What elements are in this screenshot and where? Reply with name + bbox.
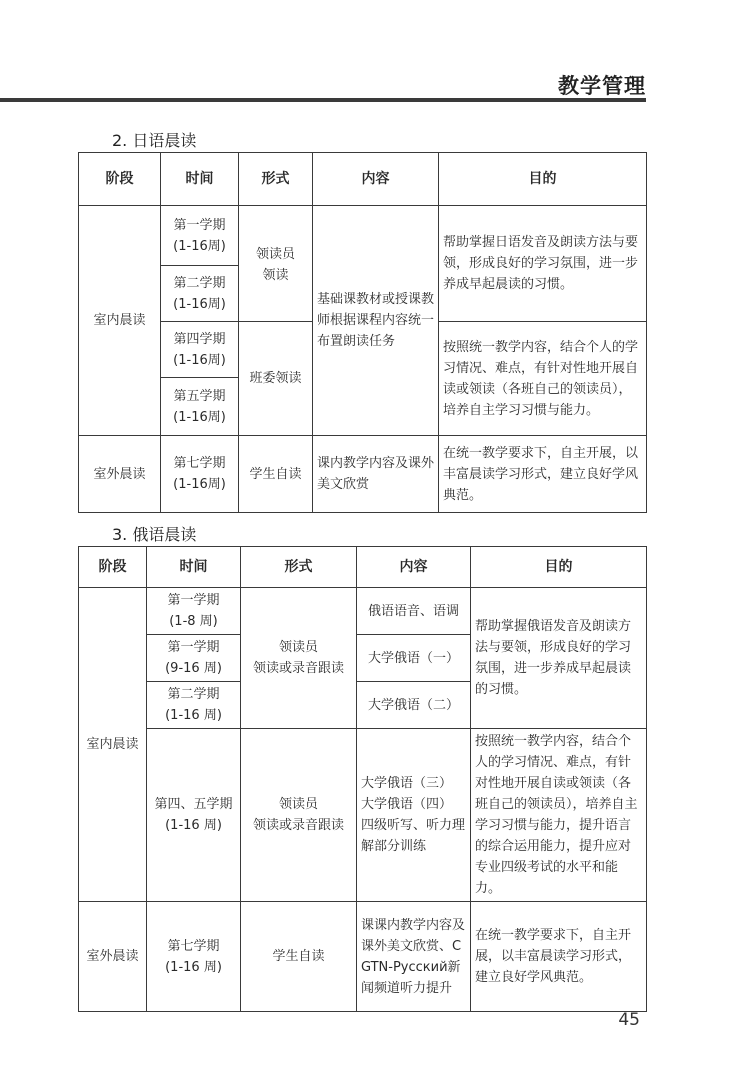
- content-cell: 大学俄语（三） 大学俄语（四） 四级听写、听力理解部分训练: [357, 729, 471, 902]
- content-cell: 大学俄语（一）: [357, 635, 471, 682]
- time-cell: 第七学期 (1-16周): [161, 436, 239, 513]
- purpose-cell: 在统一教学要求下，自主开展，以丰富晨读学习形式，建立良好学风典范。: [439, 436, 647, 513]
- time-cell: 第五学期 (1-16周): [161, 378, 239, 436]
- table-row: [79, 588, 647, 635]
- form-cell: 班委领读: [239, 322, 313, 436]
- form-cell: 学生自读: [239, 436, 313, 513]
- stage-cell: 室外晨读: [79, 902, 147, 1012]
- header-divider: [0, 98, 646, 102]
- purpose-cell: 按照统一教学内容，结合个人的学习情况、难点，有针对性地开展自读或领读（各班自己的领读员），培养自主学习习惯与能力。: [439, 322, 647, 436]
- section-title-russian: 3. 俄语晨读: [112, 525, 197, 544]
- time-cell: 第一学期 (1-8 周): [147, 588, 241, 635]
- table-header-row: [79, 153, 647, 206]
- japanese-morning-reading-table: [78, 152, 647, 513]
- header-purpose: 目的: [439, 153, 647, 206]
- page-number: 45: [618, 1010, 640, 1030]
- form-cell: 学生自读: [241, 902, 357, 1012]
- stage-cell: 室内晨读: [79, 206, 161, 436]
- table-row: [79, 436, 647, 513]
- time-cell: 第二学期 (1-16 周): [147, 682, 241, 729]
- time-cell: 第二学期 (1-16周): [161, 266, 239, 322]
- header-content: 内容: [357, 547, 471, 588]
- table-header-row: [79, 547, 647, 588]
- header-title: 教学管理: [558, 74, 646, 98]
- content-cell: 大学俄语（二）: [357, 682, 471, 729]
- header-stage: 阶段: [79, 153, 161, 206]
- time-cell: 第四、五学期 (1-16 周): [147, 729, 241, 902]
- russian-morning-reading-table: [78, 546, 647, 1012]
- form-cell: 领读员 领读或录音跟读: [241, 588, 357, 729]
- table-row: [79, 206, 647, 266]
- purpose-cell: 帮助掌握俄语发音及朗读方法与要领，形成良好的学习氛围，进一步养成早起晨读的习惯。: [471, 588, 647, 729]
- stage-cell: 室内晨读: [79, 588, 147, 902]
- stage-cell: 室外晨读: [79, 436, 161, 513]
- header-content: 内容: [313, 153, 439, 206]
- header-stage: 阶段: [79, 547, 147, 588]
- header-form: 形式: [241, 547, 357, 588]
- header-form: 形式: [239, 153, 313, 206]
- time-cell: 第四学期 (1-16周): [161, 322, 239, 378]
- header-purpose: 目的: [471, 547, 647, 588]
- content-cell: 俄语语音、语调: [357, 588, 471, 635]
- table-row: [79, 729, 647, 902]
- section-title-japanese: 2. 日语晨读: [112, 131, 197, 150]
- purpose-cell: 按照统一教学内容，结合个人的学习情况、难点，有针对性地开展自读或领读（各班自己的领读员），培养自主学习习惯与能力，提升语言的综合运用能力，提升应对专业四级考试的水平和能力。: [471, 729, 647, 902]
- time-cell: 第七学期 (1-16 周): [147, 902, 241, 1012]
- header-time: 时间: [161, 153, 239, 206]
- time-cell: 第一学期 (9-16 周): [147, 635, 241, 682]
- form-cell: 领读员 领读或录音跟读: [241, 729, 357, 902]
- content-cell: 基础课教材或授课教师根据课程内容统一布置朗读任务: [313, 206, 439, 436]
- form-cell: 领读员 领读: [239, 206, 313, 322]
- purpose-cell: 帮助掌握日语发音及朗读方法与要领，形成良好的学习氛围，进一步养成早起晨读的习惯。: [439, 206, 647, 322]
- content-cell: 课课内教学内容及课外美文欣赏、CGTN-Русский新闻频道听力提升: [357, 902, 471, 1012]
- table-row: [79, 902, 647, 1012]
- header-time: 时间: [147, 547, 241, 588]
- purpose-cell: 在统一教学要求下，自主开展，以丰富晨读学习形式，建立良好学风典范。: [471, 902, 647, 1012]
- content-cell: 课内教学内容及课外美文欣赏: [313, 436, 439, 513]
- time-cell: 第一学期 (1-16周): [161, 206, 239, 266]
